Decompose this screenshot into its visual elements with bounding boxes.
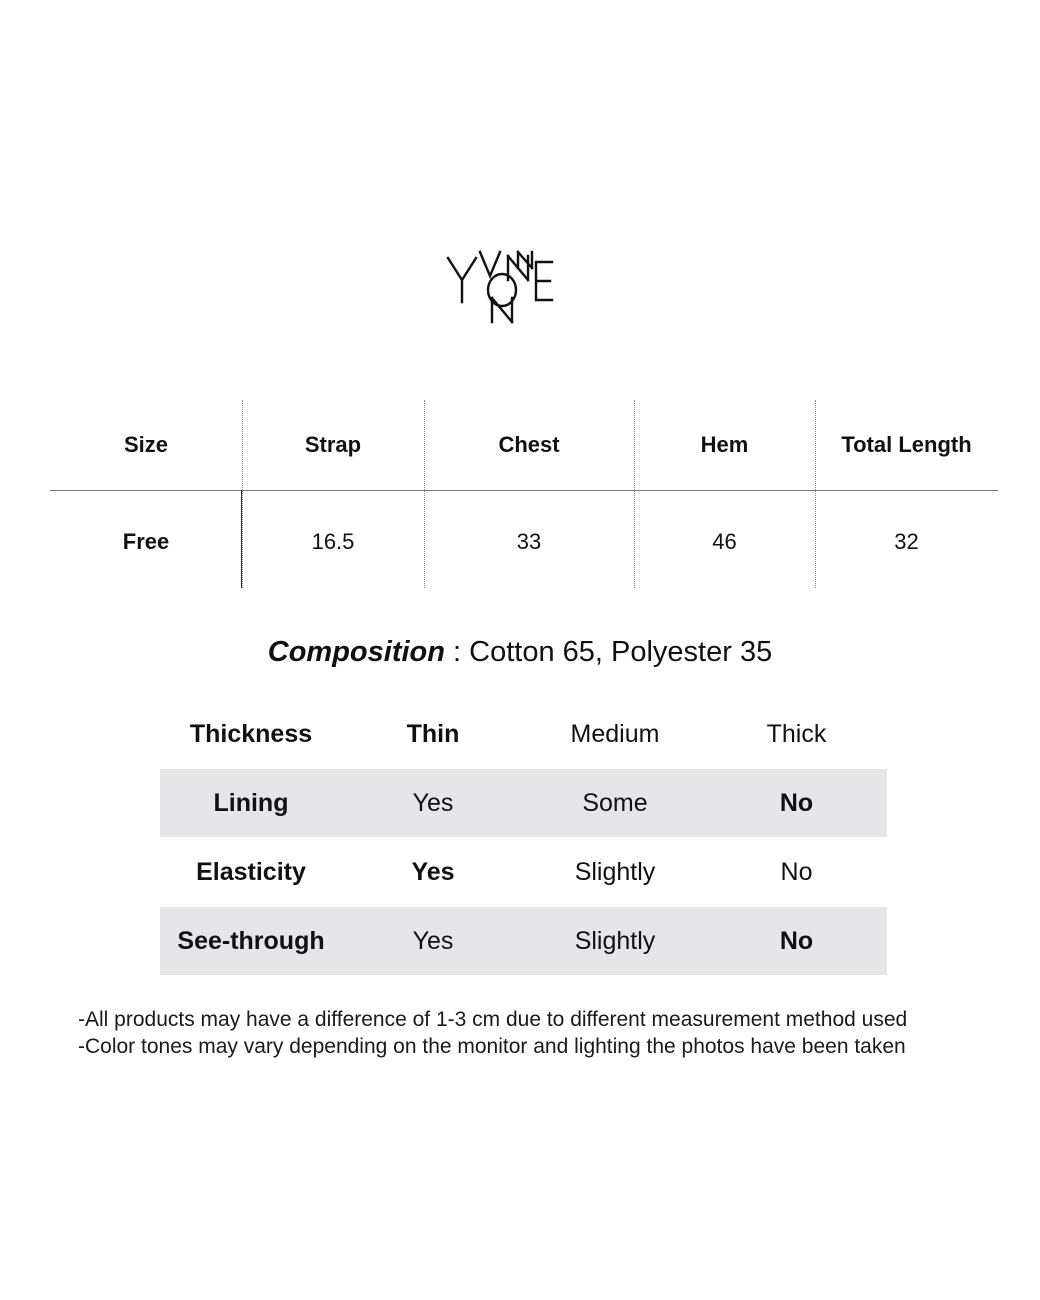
fabric-option-yes: Yes [412,788,454,817]
fabric-row-lining [160,769,887,837]
note-color-tones: -Color tones may vary depending on the monitor and lighting the photos have been taken [78,1035,906,1058]
fabric-option-slightly: Slightly [574,857,656,886]
yvonne-monogram-logo-icon [440,246,580,336]
size-header-hem: Hem [700,432,749,457]
fabric-option-some: Some [582,788,648,817]
fabric-properties-table [160,700,887,975]
fabric-row-elasticity [160,838,887,906]
size-header-size: Size [123,432,169,457]
fabric-label-see-through: See-through [177,926,325,955]
size-table [50,400,998,588]
size-table-header-row [50,400,998,490]
size-value-total-length: 32 [894,528,919,554]
composition-line [0,636,1040,669]
size-header-strap: Strap [304,432,362,457]
fabric-option-thick: Thick [766,719,827,748]
size-header-total-length: Total Length [841,432,972,457]
fabric-option-no: No [779,926,814,955]
size-value-size: Free [122,528,170,554]
fabric-label-lining: Lining [213,788,289,817]
size-value-hem: 46 [712,528,737,554]
fabric-row-thickness [160,700,887,768]
fabric-option-thin: Thin [406,719,460,748]
note-measurement: -All products may have a difference of 1-3 cm due to different measurement method used [78,1008,908,1031]
fabric-option-no: No [780,857,813,886]
size-header-chest: Chest [498,432,560,457]
fabric-option-slightly: Slightly [574,926,656,955]
fabric-label-thickness: Thickness [189,719,313,748]
size-value-strap: 16.5 [311,528,355,554]
disclaimer-notes [78,1006,1008,1060]
brand-logo [440,246,580,336]
size-value-chest: 33 [516,528,542,554]
fabric-row-see-through [160,907,887,975]
composition-separator: : [444,636,470,668]
size-table-row [50,495,998,588]
fabric-option-yes: Yes [411,857,455,886]
fabric-option-medium: Medium [570,719,660,748]
size-table-divider [50,490,998,491]
fabric-option-no: No [779,788,814,817]
fabric-label-elasticity: Elasticity [196,857,306,886]
composition-label: Composition [267,636,445,668]
composition-value: Cotton 65, Polyester 35 [469,636,773,668]
fabric-option-yes: Yes [412,926,454,955]
